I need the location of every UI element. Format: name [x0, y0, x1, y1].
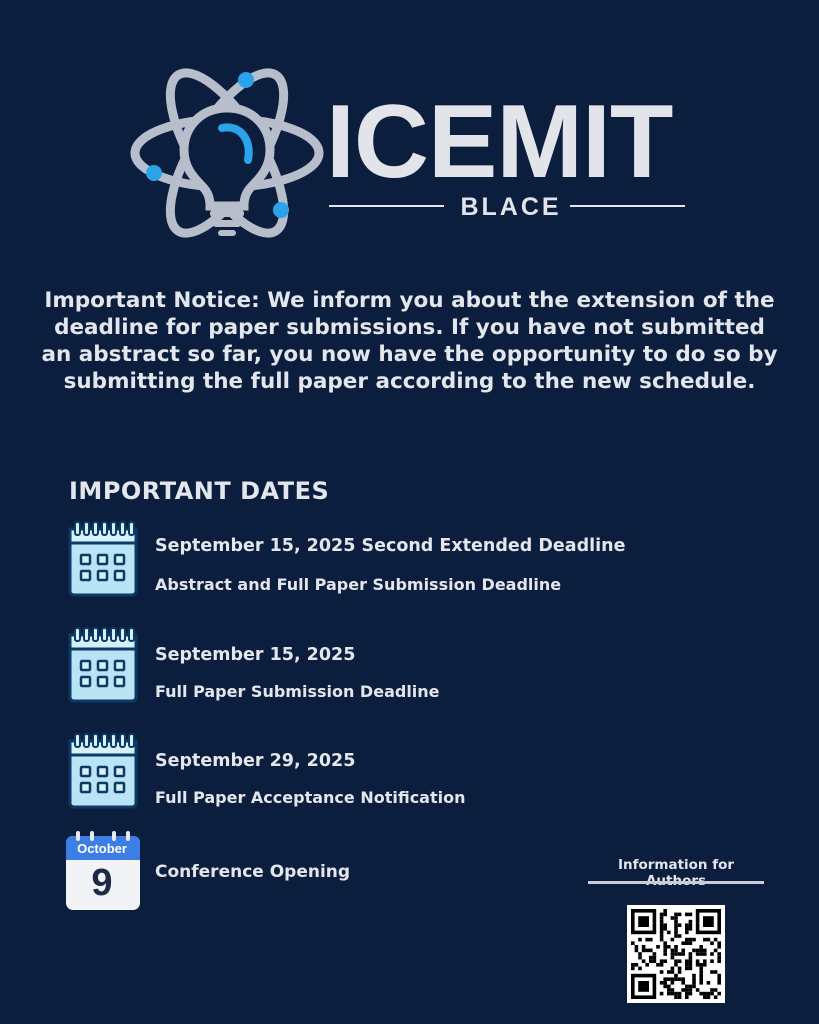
subtitle-rule-left	[329, 205, 444, 207]
subtitle-rule-right	[570, 205, 685, 207]
important-dates-heading: IMPORTANT DATES	[69, 477, 330, 505]
date-description: Full Paper Submission Deadline	[155, 682, 440, 701]
qr-code-icon[interactable]	[627, 905, 725, 1003]
qr-code-pattern	[627, 905, 725, 1003]
date-title: September 15, 2025 Second Extended Deadline	[155, 536, 626, 556]
date-title: September 15, 2025	[155, 645, 356, 665]
calendar-icon	[68, 733, 138, 809]
brand-name: ICEMIT	[326, 84, 673, 200]
information-for-authors-label: Information for	[617, 857, 735, 873]
important-notice: Important Notice: We inform you about the extension of the deadline for paper submissions. If you have not submitted an abstract so far, you now have the opportunity to do so by submitting the full paper according to the new schedule.	[41, 288, 778, 394]
calendar-icon	[68, 627, 138, 703]
information-rule	[588, 881, 764, 884]
calendar-icon	[68, 521, 138, 597]
conference-opening-label: Conference Opening	[155, 862, 351, 882]
date-title: September 29, 2025	[155, 751, 356, 771]
date-item	[0, 521, 819, 611]
date-item	[0, 733, 819, 823]
brand-subtitle: BLACE	[460, 193, 562, 221]
date-description: Full Paper Acceptance Notification	[155, 788, 466, 807]
calendar-day: 9	[91, 862, 113, 904]
date-description: Abstract and Full Paper Submission Deadline	[155, 575, 562, 594]
date-item	[0, 627, 819, 717]
calendar-month: October	[77, 841, 127, 856]
